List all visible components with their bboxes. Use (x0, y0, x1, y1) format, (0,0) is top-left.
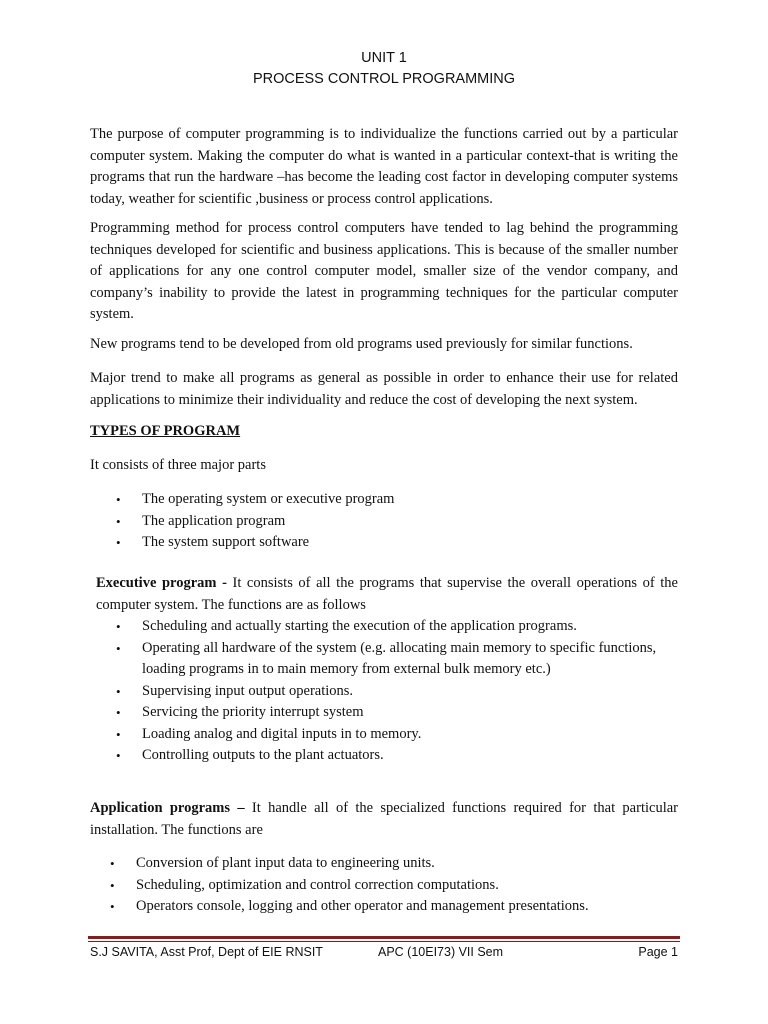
list-item: • Conversion of plant input data to engineering units. (110, 853, 678, 875)
types-intro: It consists of three major parts (90, 457, 266, 473)
paragraph-major-trend: Major trend to make all programs as general as possible in order to enhance their use for related applications to minimize their individuality and reduce the cost of developing the next system. (90, 370, 678, 408)
paragraph-programming-method: Programming method for process control computers have tended to lag behind the programming techniques developed for scientific and business applications. This is because of the smaller number of applications for any one control computer model, smaller size of the vendor company, and company’s inability to provide the latest in programming techniques for the particular computer system. (90, 220, 678, 322)
application-paragraph (90, 798, 678, 841)
list-item: • Scheduling and actually starting the execution of the application programs. (116, 616, 678, 638)
executive-paragraph (96, 573, 678, 616)
list-item: • Supervising input output operations. (116, 681, 678, 703)
executive-text: It consists of all the programs that supervise the overall operations of the computer system. The functions are as follows (96, 575, 678, 613)
list-item: • Servicing the priority interrupt system (116, 702, 678, 724)
footer-rule-thin (88, 941, 680, 942)
application-functions-list (110, 853, 678, 918)
executive-label: Executive program - (96, 575, 227, 591)
paragraph-new-programs: New programs tend to be developed from old programs used previously for similar functions. (90, 336, 633, 352)
application-text: It handle all of the specialized functions required for that particular installation. The functions are (90, 800, 678, 838)
list-item: • The system support software (116, 532, 676, 554)
unit-label: UNIT 1 (361, 50, 407, 66)
paragraph-purpose: The purpose of computer programming is to individualize the functions carried out by a particular computer system. Making the computer do what is wanted in a particular context-that is writing the programs that run the hardware –has become the leading cost factor in developing computer systems today, weather for scientific ,business or process control applications. (90, 126, 678, 207)
list-item: • Controlling outputs to the plant actuators. (116, 745, 678, 767)
footer-rule-thick (88, 936, 680, 939)
application-label: Application programs – (90, 800, 245, 816)
executive-functions-list (116, 616, 678, 767)
list-item: • Operating all hardware of the system (e.g. allocating main memory to specific functions, loading programs in to main memory from external bulk memory etc.) (116, 638, 678, 681)
page-title: PROCESS CONTROL PROGRAMMING (252, 71, 516, 87)
types-heading: TYPES OF PROGRAM (90, 423, 241, 439)
footer-page-number: Page 1 (638, 945, 678, 959)
types-list (116, 489, 676, 554)
list-item: • Scheduling, optimization and control correction computations. (110, 875, 678, 897)
footer-course: APC (10EI73) VII Sem (378, 945, 504, 959)
list-item: • The operating system or executive program (116, 489, 676, 511)
footer-author: S.J SAVITA, Asst Prof, Dept of EIE RNSIT (90, 945, 323, 959)
list-item: • The application program (116, 511, 676, 533)
list-item: • Operators console, logging and other operator and management presentations. (110, 896, 678, 918)
title-block (0, 48, 768, 90)
list-item: • Loading analog and digital inputs in to memory. (116, 724, 678, 746)
